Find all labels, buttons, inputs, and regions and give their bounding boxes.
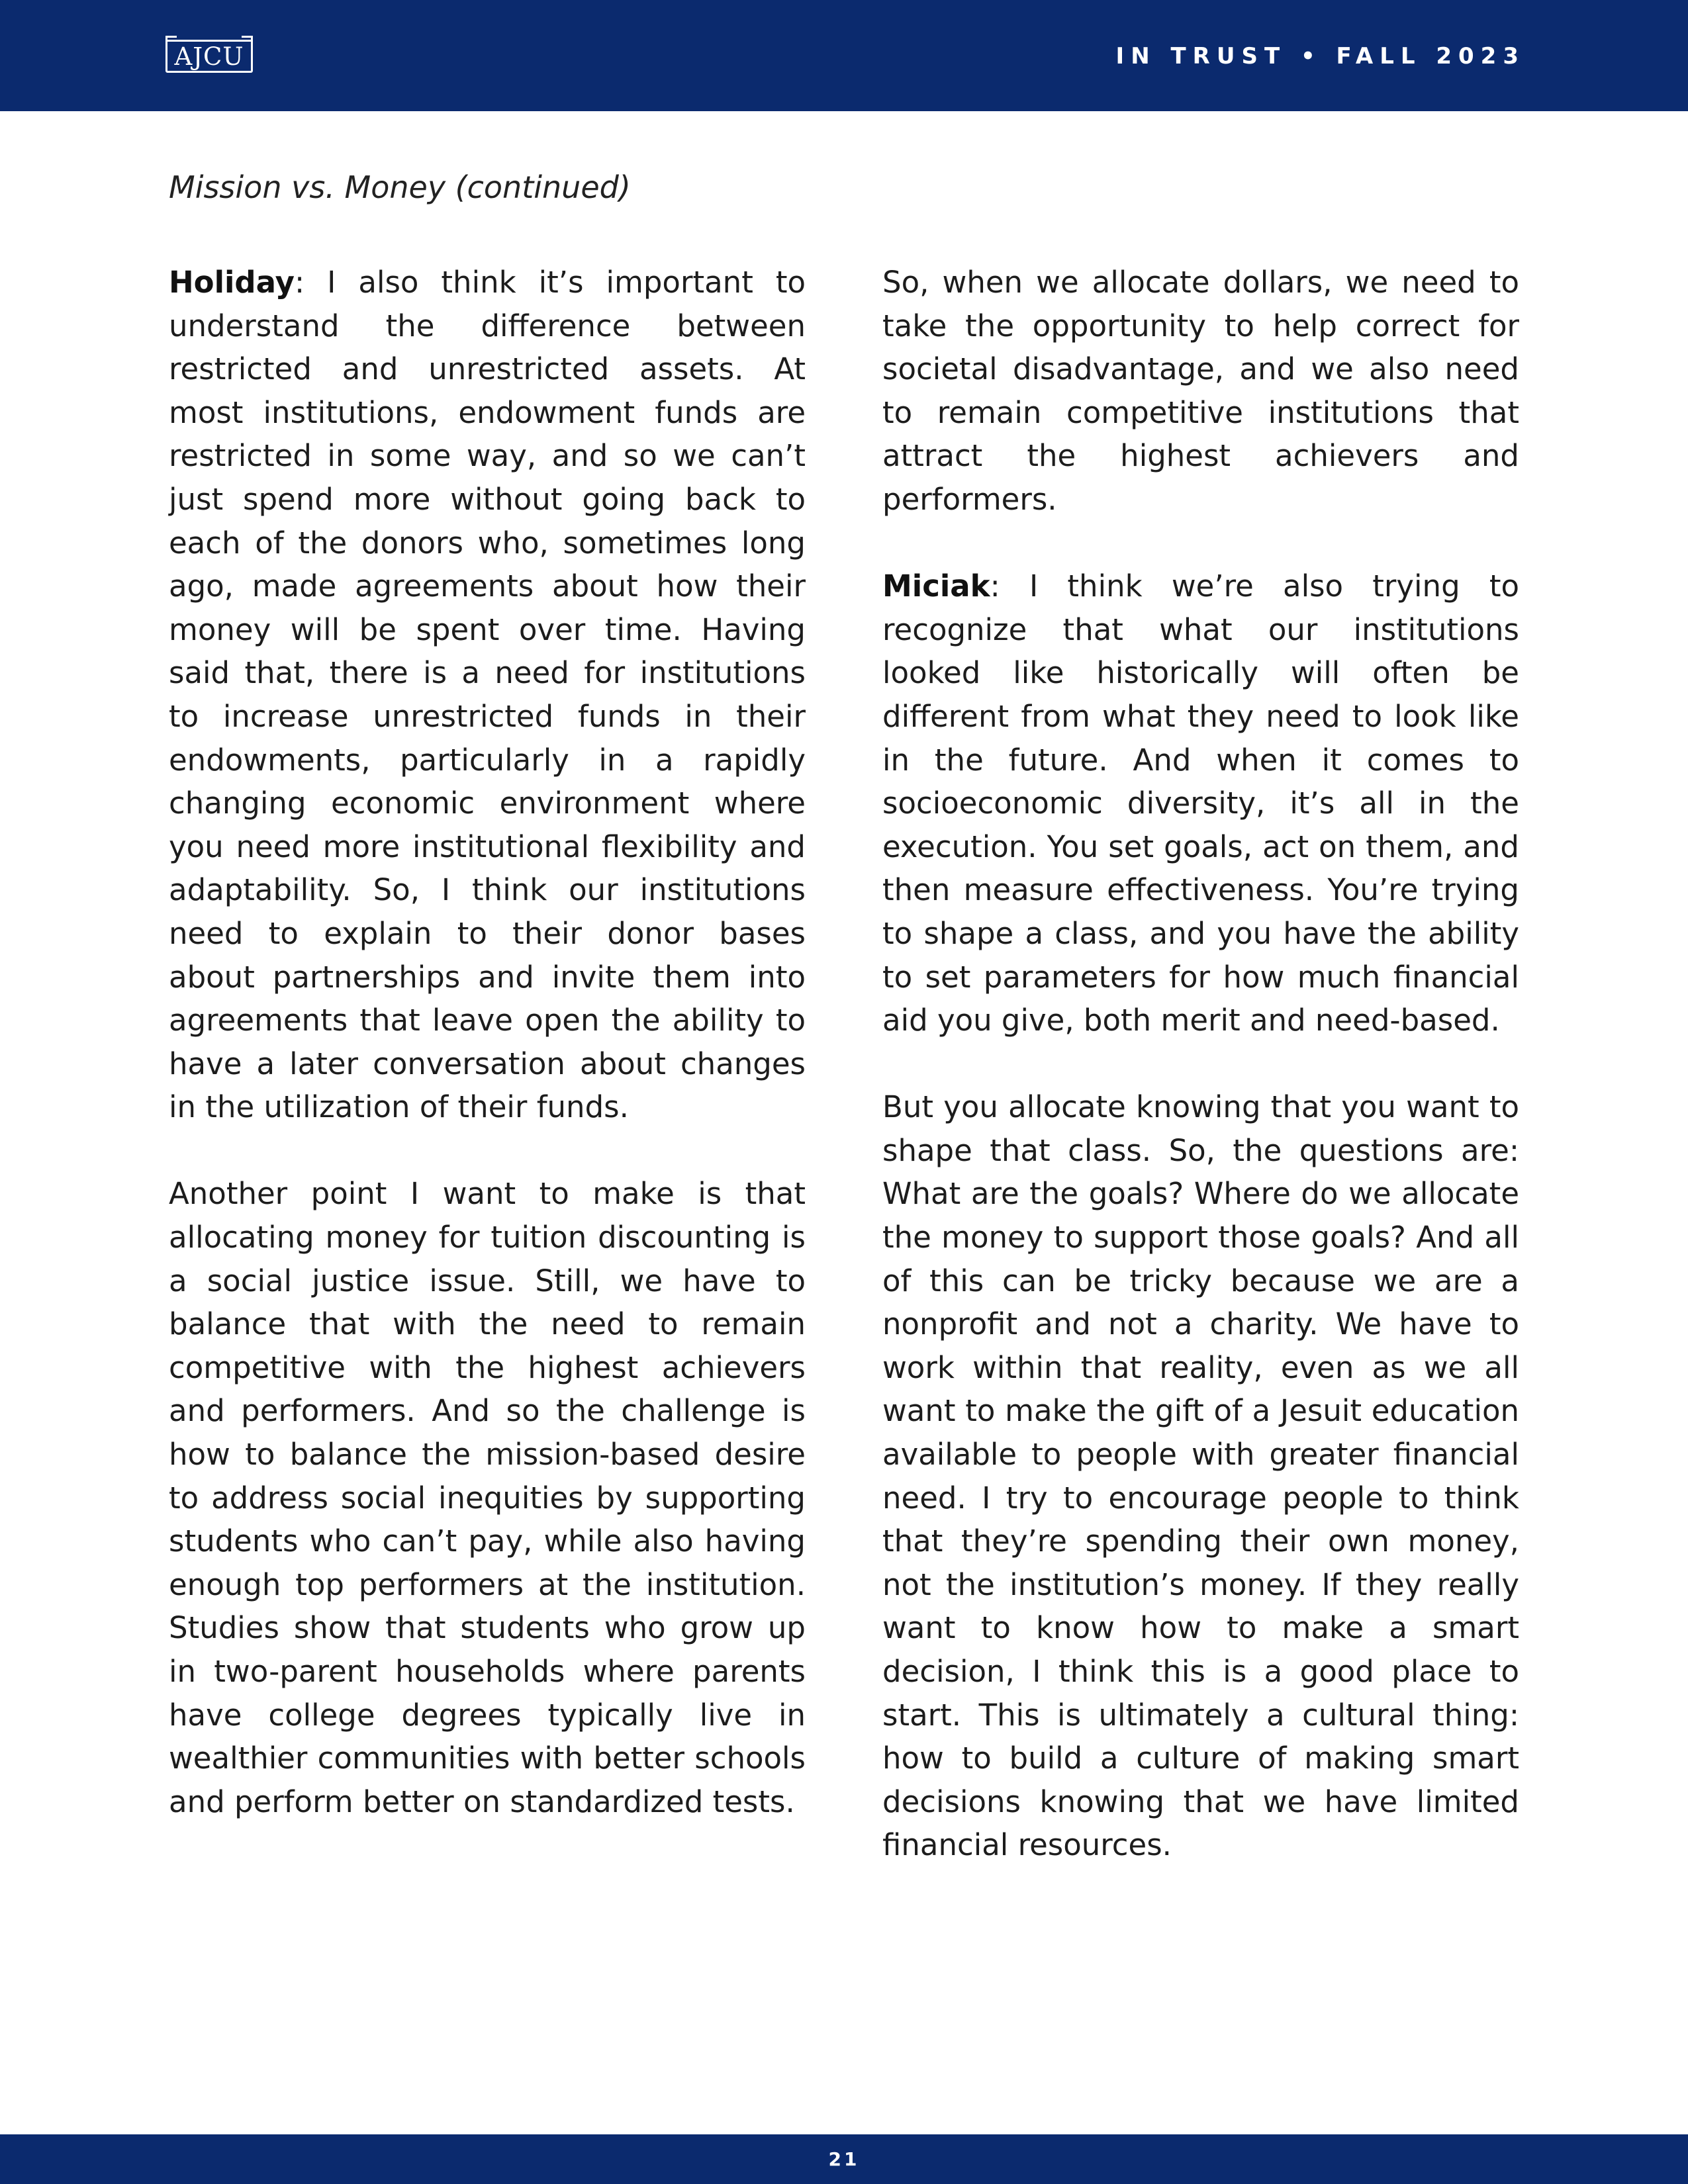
logo-text: AJCU: [174, 42, 244, 71]
paragraph: [169, 261, 806, 1129]
paragraph: [882, 565, 1519, 1042]
paragraph-text: But you allocate knowing that you want to shape that class. So, the questions are: What are the goals? Where do we allocate the money to support those goals? And all of this can be tricky because we are a nonprofit and not a charity. We have to work within that reality, even as we all want to make the gift of a Jesuit education available to people with greater financial need. I try to encourage people to think that they’re spending their own money, not the institution’s money. If they really want to know how to make a smart decision, I think this is a good place to start. This is ultimately a cultural thing: how to build a culture of making smart decisions knowing that we have limited financial resources.: [882, 1089, 1519, 1863]
footer-bar: [0, 2134, 1688, 2184]
right-column: [882, 261, 1519, 1911]
paragraph-text: So, when we allocate dollars, we need to take the opportunity to help correct for societal disadvantage, and we also need to remain competitive institutions that attract the highest achievers and performers.: [882, 265, 1519, 517]
left-column: [169, 261, 806, 1867]
paragraph-text: : I think we’re also trying to recognize that what our institutions looked like historically will often be different from what they need to look like in the future. And when it comes to socioeconomic diversity, it’s all in the execution. You set goals, act on them, and then measure effectiveness. You’re trying to shape a class, and you have the ability to set parameters for how much financial aid you give, both merit and need-based.: [882, 569, 1519, 1038]
issue-label: IN TRUST • FALL 2023: [1115, 43, 1525, 69]
paragraph: [882, 261, 1519, 522]
paragraph: [169, 1172, 806, 1823]
section-subtitle: Mission vs. Money (continued): [169, 169, 631, 205]
paragraph-text: Another point I want to make is that allocating money for tuition discounting is a social justice issue. Still, we have to balance that with the need to remain competitive with the highest achievers and performers. And so the challenge is how to balance the mission-based desire to address social inequities by supporting students who can’t pay, while also having enough top performers at the institution. Studies show that students who grow up in two-parent households where parents have college degrees typically live in wealthier communities with better schools and perform better on standardized tests.: [169, 1176, 806, 1819]
speaker-name: Holiday: [169, 265, 295, 300]
page-number: 21: [828, 2148, 860, 2170]
speaker-name: Miciak: [882, 569, 990, 604]
paragraph: [882, 1085, 1519, 1867]
paragraph-text: : I also think it’s important to understand the difference between restricted and unrestricted assets. At most institutions, endowment funds are restricted in some way, and so we can’t just spend more without going back to each of the donors who, sometimes long ago, made agreements about how their money will be spent over time. Having said that, there is a need for institutions to increase unrestricted funds in their endowments, particularly in a rapidly changing economic environment where you need more institutional flexibility and adaptability. So, I think our institutions need to explain to their donor bases about partnerships and invite them into agreements that leave open the ability to have a later conversation about changes in the utilization of their funds.: [169, 265, 806, 1125]
ajcu-logo: [165, 40, 253, 73]
header-bar: [0, 0, 1688, 111]
